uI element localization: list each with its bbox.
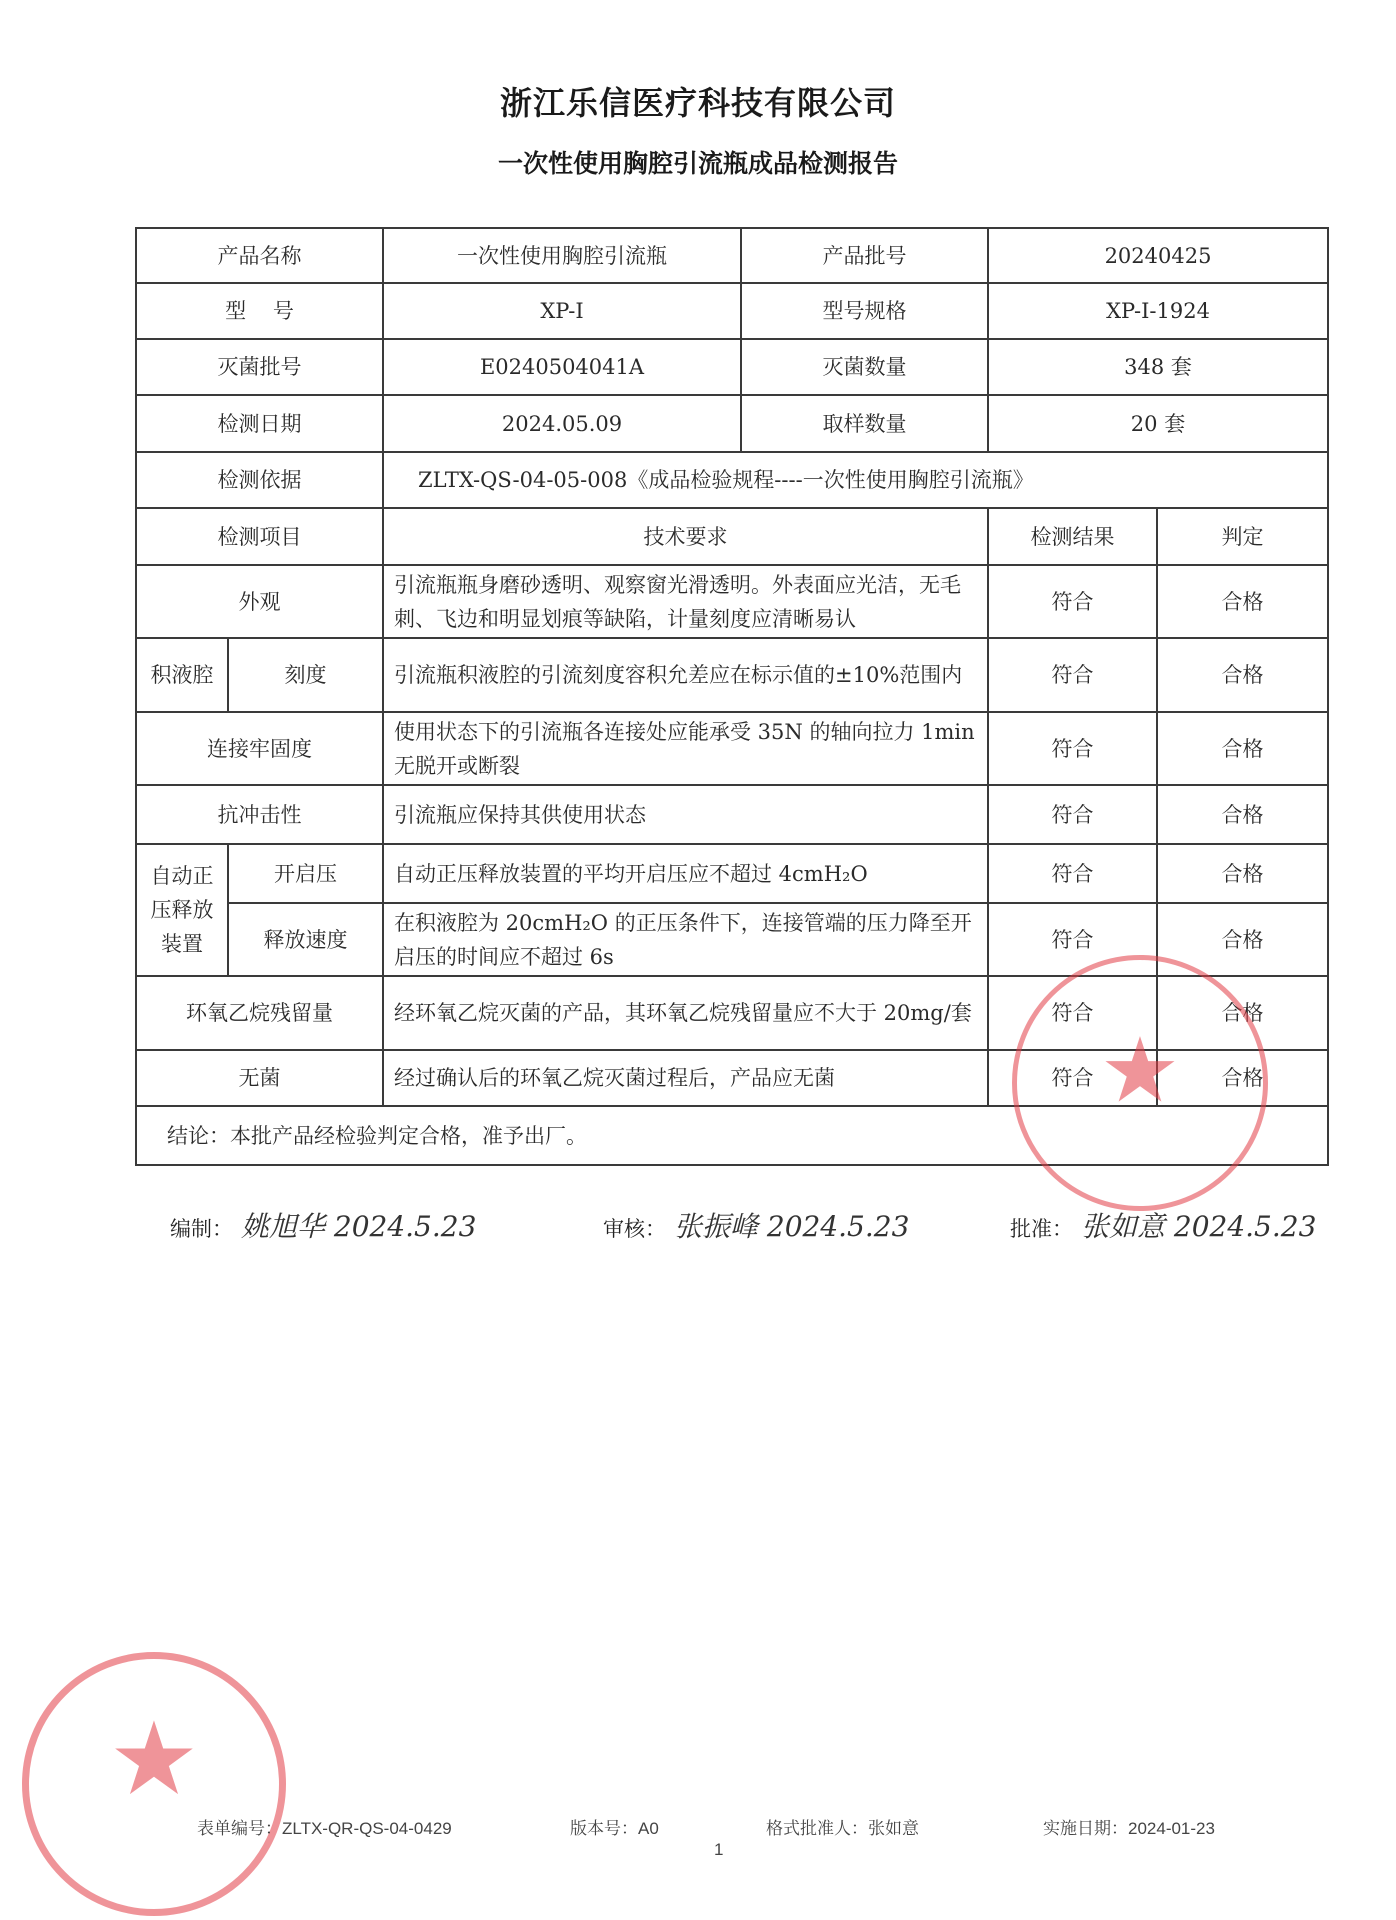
product-name-label: 产品名称 [136, 228, 383, 283]
approved-signature: 张如意 2024.5.23 [1081, 1210, 1317, 1243]
judgement: 合格 [1157, 844, 1328, 903]
steril-batch-value: E0240504041A [383, 339, 741, 395]
approved-by [1010, 1205, 1316, 1245]
item: 环氧乙烷残留量 [136, 976, 383, 1050]
col-item: 检测项目 [136, 508, 383, 565]
requirement: 经环氧乙烷灭菌的产品，其环氧乙烷残留量应不大于 20mg/套 [383, 976, 988, 1050]
star-icon: ★ [1104, 1023, 1176, 1117]
spec-value: XP-I-1924 [988, 283, 1328, 339]
company-quality-stamp [1012, 955, 1268, 1211]
item-group: 自动正压释放装置 [136, 844, 228, 976]
page-number: 1 [714, 1840, 724, 1859]
basis-label: 检测依据 [136, 452, 383, 508]
item: 连接牢固度 [136, 712, 383, 785]
col-result: 检测结果 [988, 508, 1157, 565]
prepared-label: 编制： [170, 1217, 233, 1241]
reviewed-signature: 张振峰 2024.5.23 [674, 1210, 910, 1243]
model-label: 型 号 [136, 283, 383, 339]
reviewed-label: 审核： [603, 1217, 666, 1241]
test-date-label: 检测日期 [136, 395, 383, 452]
steril-qty-label: 灭菌数量 [741, 339, 988, 395]
batch-label: 产品批号 [741, 228, 988, 283]
result: 符合 [988, 844, 1157, 903]
format-approver: 格式批准人：张如意 [766, 1819, 919, 1838]
requirement: 引流瓶瓶身磨砂透明、观察窗光滑透明。外表面应光洁，无毛刺、飞边和明显划痕等缺陷，计量刻度应清晰易认 [383, 565, 988, 638]
requirement: 自动正压释放装置的平均开启压应不超过 4cmH₂O [383, 844, 988, 903]
effective-date: 实施日期：2024-01-23 [1043, 1819, 1215, 1838]
judgement: 合格 [1157, 903, 1328, 976]
judgement: 合格 [1157, 565, 1328, 638]
item: 外观 [136, 565, 383, 638]
spec-label: 型号规格 [741, 283, 988, 339]
requirement: 经过确认后的环氧乙烷灭菌过程后，产品应无菌 [383, 1050, 988, 1106]
test-date-value: 2024.05.09 [383, 395, 741, 452]
item: 抗冲击性 [136, 785, 383, 844]
item: 开启压 [228, 844, 383, 903]
product-name-value: 一次性使用胸腔引流瓶 [383, 228, 741, 283]
col-requirement: 技术要求 [383, 508, 988, 565]
requirement: 使用状态下的引流瓶各连接处应能承受 35N 的轴向拉力 1min 无脱开或断裂 [383, 712, 988, 785]
judgement: 合格 [1157, 638, 1328, 712]
result: 符合 [988, 903, 1157, 976]
item: 无菌 [136, 1050, 383, 1106]
approved-label: 批准： [1010, 1217, 1073, 1241]
batch-value: 20240425 [988, 228, 1328, 283]
steril-qty-value: 348 套 [988, 339, 1328, 395]
requirement: 引流瓶应保持其供使用状态 [383, 785, 988, 844]
requirement: 在积液腔为 20cmH₂O 的正压条件下，连接管端的压力降至开启压的时间应不超过 6s [383, 903, 988, 976]
judgement: 合格 [1157, 785, 1328, 844]
item: 刻度 [228, 638, 383, 712]
distributor-quality-stamp [22, 1652, 286, 1916]
requirement: 引流瓶积液腔的引流刻度容积允差应在标示值的±10%范围内 [383, 638, 988, 712]
judgement: 合格 [1157, 1050, 1328, 1106]
form-number: 表单编号：ZLTX-QR-QS-04-0429 [197, 1819, 452, 1838]
judgement: 合格 [1157, 976, 1328, 1050]
version: 版本号：A0 [570, 1819, 659, 1838]
sample-qty-label: 取样数量 [741, 395, 988, 452]
result: 符合 [988, 565, 1157, 638]
star-icon: ★ [113, 1706, 195, 1812]
basis-value: ZLTX-QS-04-05-008《成品检验规程----一次性使用胸腔引流瓶》 [383, 452, 1328, 508]
item: 释放速度 [228, 903, 383, 976]
model-value: XP-I [383, 283, 741, 339]
judgement: 合格 [1157, 712, 1328, 785]
result: 符合 [988, 638, 1157, 712]
company-name: 浙江乐信医疗科技有限公司 [499, 84, 896, 122]
item-group: 积液腔 [136, 638, 228, 712]
reviewed-by [603, 1205, 909, 1245]
prepared-by [170, 1205, 476, 1245]
conclusion: 结论：本批产品经检验判定合格，准予出厂。 [136, 1106, 1328, 1165]
result: 符合 [988, 712, 1157, 785]
report-title: 一次性使用胸腔引流瓶成品检测报告 [497, 149, 898, 178]
result: 符合 [988, 976, 1157, 1050]
result: 符合 [988, 785, 1157, 844]
col-judgement: 判定 [1157, 508, 1328, 565]
steril-batch-label: 灭菌批号 [136, 339, 383, 395]
sample-qty-value: 20 套 [988, 395, 1328, 452]
prepared-signature: 姚旭华 2024.5.23 [241, 1210, 477, 1243]
result: 符合 [988, 1050, 1157, 1106]
